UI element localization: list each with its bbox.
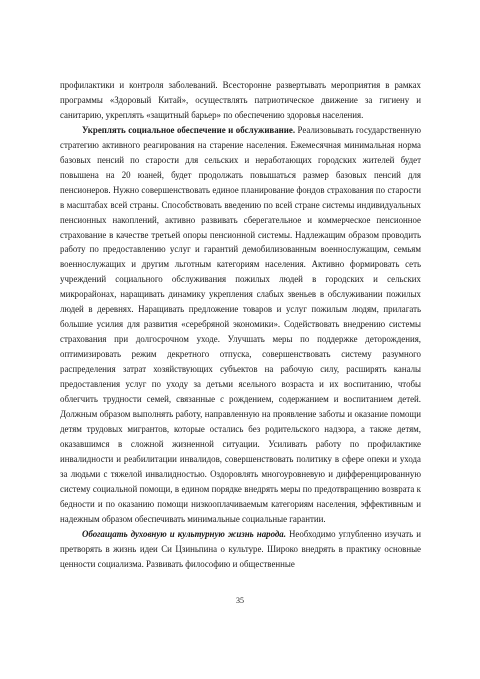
paragraph-text: Необходимо углубленно изучать и претворять в жизнь идеи Си Цзиньпина о культуре. Широко внедрять в практику основные ценности социализма. Развивать философию и общественные: [60, 528, 422, 569]
paragraph-lead-heading: Укреплять социальное обеспечение и обслуживание.: [82, 124, 296, 135]
document-body: [60, 78, 421, 571]
paragraph-text: профилактики и контроля заболеваний. Всесторонне развертывать мероприятия в рамках программы «Здоровый Китай», осуществлять патриотическое движение за гигиену и санитарию, укреплять «защитный барьер» по обеспечению здоровья населения.: [60, 80, 421, 120]
paragraph-social-security: [60, 123, 421, 527]
paragraph-culture: [60, 527, 421, 572]
paragraph-text: Реализовывать государственную стратегию активного реагирования на старение населения. Ежемесячная минимальная норма базовых пенсий по старости для сельских и неработающих городских жителей будет повышена на 20 юаней, будет продолжать повышаться размер базовых пенсий для пенсионеров. Нужно совершенствовать единое планирование фондов страхования по старости в масштабах всей страны. Способствовать введению по всей стране системы индивидуальных пенсионных накоплений, активно развивать сберегательное и коммерческое пенсионное страхование в качестве третьей опоры пенсионной системы. Надлежащим образом проводить работу по предоставлению услуг и гарантий демобилизованным военнослужащим, семьям военнослужащих и другим льготным категориям населения. Активно формировать сеть учреждений социального обслуживания пожилых людей в городских и сельских микрорайонах, наращивать динамику укрепления слабых звеньев в обслуживании пожилых людей в деревнях. Наращивать предложение товаров и услуг пожилым людям, прилагать большие усилия для развития «серебряной экономики». Содействовать внедрению системы страхования при долгосрочном уходе. Улучшать меры по поддержке деторождения, оптимизировать режим декретного отпуска, совершенствовать систему разумного распределения затрат хозяйствующих субъектов на рабочую силу, расширять каналы предоставления услуг по уходу за детьми ясельного возраста и их воспитанию, чтобы облегчить трудности семей, связанные с рождением, содержанием и воспитанием детей. Должным образом выполнять работу, направленную на проявление заботы и оказание помощи детям трудовых мигрантов, которые остались без родительского надзора, а также детям, оказавшимся в сложной жизненной ситуации. Усиливать работу по профилактике инвалидности и реабилитации инвалидов, совершенствовать политику в сфере опеки и ухода за людьми с тяжелой инвалидностью. Оздоровлять многоуровневую и дифференцированную систему социальной помощи, в едином порядке внедрять меры по предотвращению возврата к бедности и по оказанию помощи низкооплачиваемым категориям населения, эффективным и надежным образом обеспечивать минимальные социальные гарантии.: [60, 124, 421, 524]
page-number: 35: [236, 596, 244, 605]
paragraph-health: [60, 78, 421, 123]
paragraph-lead-heading: Обогащать духовную и культурную жизнь народа.: [82, 528, 286, 539]
